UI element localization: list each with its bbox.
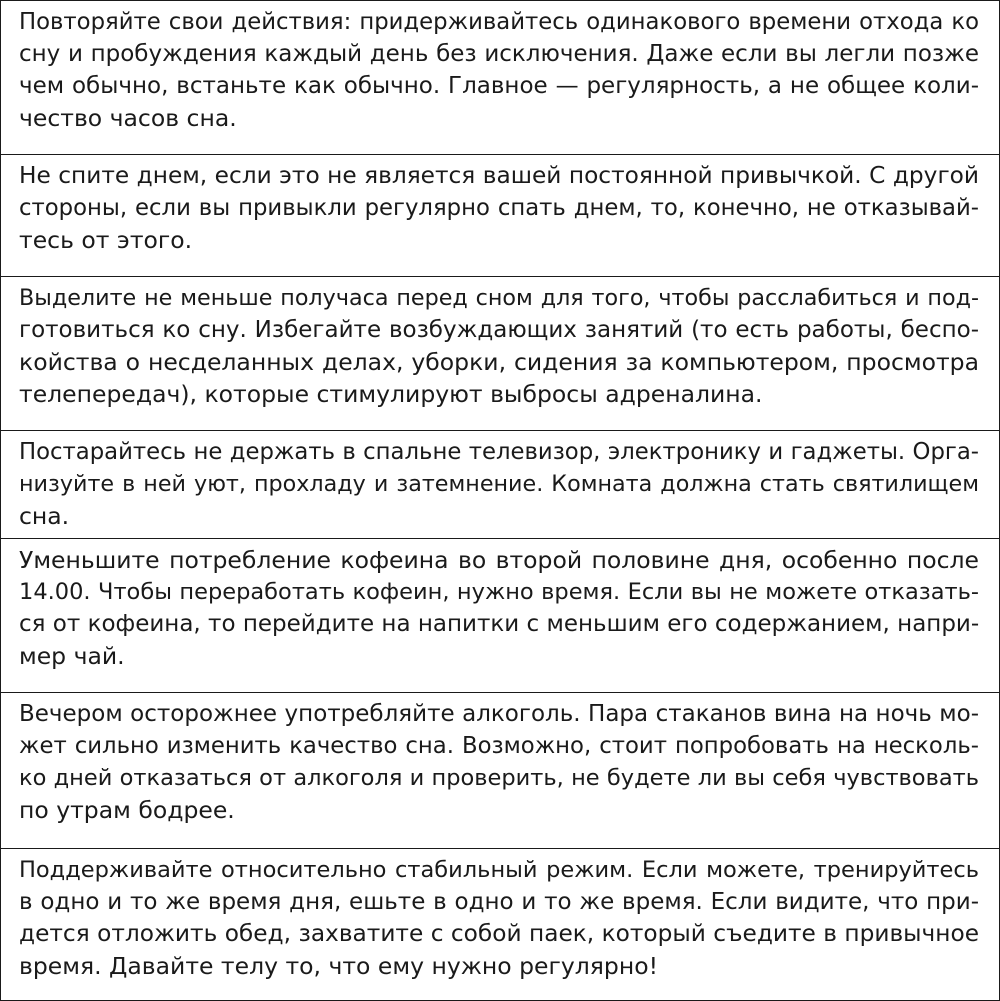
tip-line: 14.00. Чтобы переработать кофеин, нужно время. Если вы не можете отказать- [19,579,979,605]
tip-line: ко дней отказаться от алкоголя и проверить, не будете ли вы себя чувствовать [19,765,979,791]
tip-row [1,849,999,1000]
tip-row [1,693,999,849]
tip-line: Не спите днем, если это не является вашей постоянной привычкой. С другой [19,162,979,189]
tip-line: сна. [19,502,70,530]
tip-row [1,1,999,155]
tip-text [19,6,979,134]
tip-line: Повторяйте свои действия: придерживайтесь одинакового времени отхода ко [19,9,979,35]
tip-line: телепередач), которые стимулируют выбросы адреналина. [19,380,763,408]
tip-line: Постарайтесь не держать в спальне телевизор, электронику и гаджеты. Орга- [19,439,979,465]
tip-text [19,544,979,672]
tip-text [19,160,979,256]
tip-line: ся от кофеина, то перейдите на напитки с меньшим его содержанием, напри- [19,611,980,637]
tip-row [1,431,999,539]
tip-line: жет сильно изменить качество сна. Возможно, стоит попробовать на несколь- [19,733,979,759]
tip-line: сну и пробуждения каждый день без исключения. Даже если вы легли позже [19,41,979,67]
tip-line: Уменьшите потребление кофеина во второй половине дня, особенно после [19,546,979,574]
tip-line: Вечером осторожнее употребляйте алкоголь. Пара стаканов вина на ночь мо- [19,701,979,727]
tip-text [19,854,979,982]
tip-row [1,277,999,431]
tip-line: низуйте в ней уют, прохладу и затемнение. Комната должна стать святилищем [19,471,979,497]
tip-line: готовиться ко сну. Избегайте возбуждающих занятий (то есть работы, беспо- [19,317,979,343]
tip-line: мер чай. [19,642,125,670]
tip-text [19,436,979,532]
tip-text [19,282,979,410]
tip-line: по утрам бодрее. [19,796,235,824]
tip-line: время. Давайте телу то, что ему нужно регулярно! [19,952,658,980]
tip-row [1,539,999,693]
tip-line: чество часов сна. [19,104,237,132]
tip-line: чем обычно, встаньте как обычно. Главное — регулярность, а не общее коли- [19,73,979,99]
tip-text [19,698,979,826]
tip-line: Выделите не меньше получаса перед сном для того, чтобы расслабиться и под- [19,285,979,311]
tip-line: койства о несделанных делах, уборки, сидения за компьютером, просмотра [19,348,979,376]
tip-line: тесь от этого. [19,226,193,254]
tip-line: стороны, если вы привыкли регулярно спать днем, то, конечно, не отказывай- [19,195,979,221]
tip-line: дется отложить обед, захватите с собой паек, который съедите в привычное [19,920,979,947]
tip-line: в одно и то же время дня, ешьте в одно и то же время. Если видите, что при- [19,889,979,915]
tip-line: Поддерживайте относительно стабильный режим. Если можете, тренируйтесь [19,857,979,883]
tip-row [1,155,999,277]
